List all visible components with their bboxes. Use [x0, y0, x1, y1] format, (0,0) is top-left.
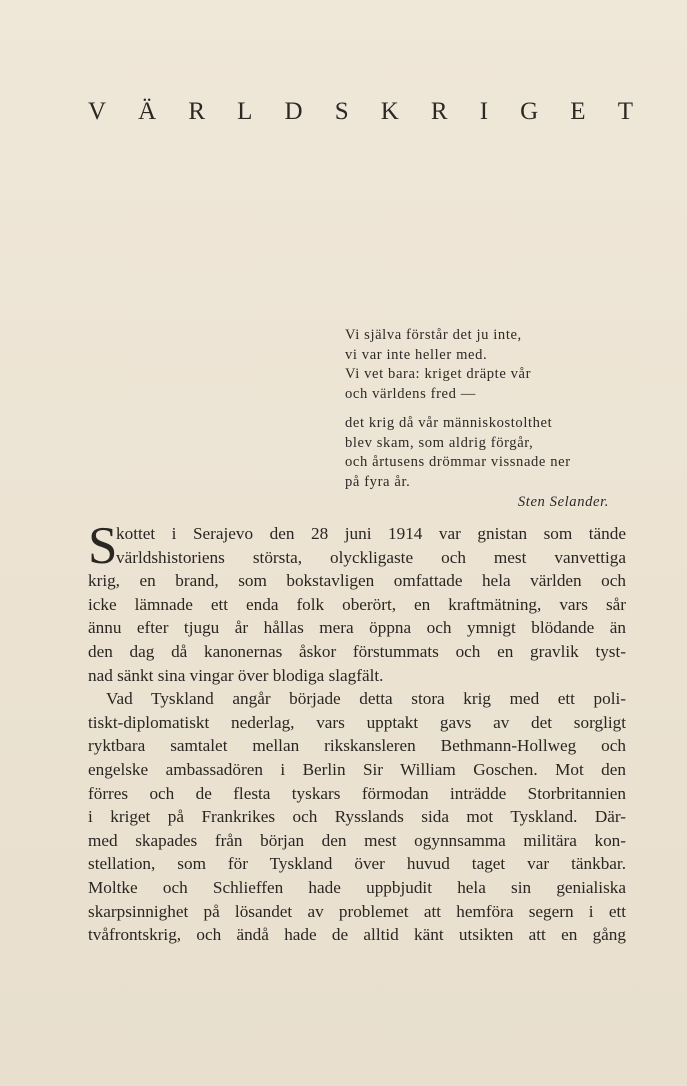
drop-cap: S — [88, 517, 118, 575]
text-line: förres och de flesta tyskars förmodan inträdde Storbritannien — [88, 783, 626, 803]
text-line: skarpsinnighet på lösandet av problemet att hemföra segern i ett — [88, 901, 626, 921]
title-letter: R — [430, 98, 448, 125]
title-letter: T — [617, 98, 633, 125]
title-letter: Ä — [138, 98, 157, 125]
poem-line: och världens fred — — [345, 385, 476, 402]
title-letter: R — [188, 98, 206, 125]
text-line: med skapades från början den mest ogynnsamma militära kon- — [88, 830, 626, 850]
poem-line: Vi själva förstår det ju inte, — [345, 327, 522, 343]
text-line: nad sänkt sina vingar över blodiga slagfält. — [88, 665, 384, 685]
poem-stanza — [345, 326, 625, 404]
title-letter: S — [334, 98, 349, 125]
body-text — [88, 517, 626, 947]
text-line: i kriget på Frankrikes och Rysslands sida mot Tyskland. Där- — [88, 807, 626, 827]
poem-line: det krig då vår människostolthet — [345, 415, 553, 431]
text-line: stellation, som för Tyskland över huvud taget var tänkbar. — [88, 854, 626, 874]
dropcap-paragraph-start — [88, 517, 626, 575]
title-letter: I — [479, 98, 489, 125]
text-line: Moltke och Schlieffen hade uppbjudit hela sin genialiska — [88, 877, 626, 897]
text-line: ryktbara samtalet mellan rikskansleren Bethmann-Hollweg och — [88, 736, 626, 756]
text-line: kottet i Serajevo den 28 juni 1914 var gnistan som tände — [116, 524, 626, 543]
text-line: icke lämnade ett enda folk oberört, en kraftmätning, vars sår — [88, 594, 626, 614]
poem-line: och årtusens drömmar vissnade ner — [345, 454, 571, 470]
poem-stanza — [345, 414, 625, 492]
title-letter: G — [520, 98, 539, 125]
text-line: ännu efter tjugu år hållas mera öppna och ymnigt blödande än — [88, 618, 626, 638]
poem-author: Sten Selander. — [517, 494, 609, 510]
title-letter: D — [284, 98, 303, 125]
poem-line: vi var inte heller med. — [345, 346, 488, 363]
text-line: tvåfrontskrig, och ändå hade de alltid känt utsikten att en gång — [88, 925, 626, 945]
poem-line: Vi vet bara: kriget dräpte vår — [345, 366, 532, 382]
title-letter: V — [88, 98, 107, 125]
text-line: tiskt-diplomatiskt nederlag, vars upptakt gavs av det sorgligt — [88, 712, 626, 732]
title-letter: K — [380, 98, 399, 125]
text-line: krig, en brand, som bokstavligen omfattade hela världen och — [88, 571, 626, 591]
title-letter: L — [237, 98, 253, 125]
poem-line: på fyra år. — [345, 473, 411, 490]
text-line: världshistoriens största, olyckligaste och mest vanvettiga — [116, 547, 626, 567]
epigraph-poem — [345, 326, 625, 513]
text-line: den dag då kanonernas åskor förstummats och en gravlik tyst- — [88, 641, 626, 661]
title-letter: E — [570, 98, 586, 125]
poem-line: blev skam, som aldrig förgår, — [345, 434, 534, 451]
chapter-title — [88, 98, 633, 126]
text-line: Vad Tyskland angår började detta stora krig med ett poli- — [106, 689, 626, 709]
text-line: engelske ambassadören i Berlin Sir William Goschen. Mot den — [88, 759, 626, 779]
